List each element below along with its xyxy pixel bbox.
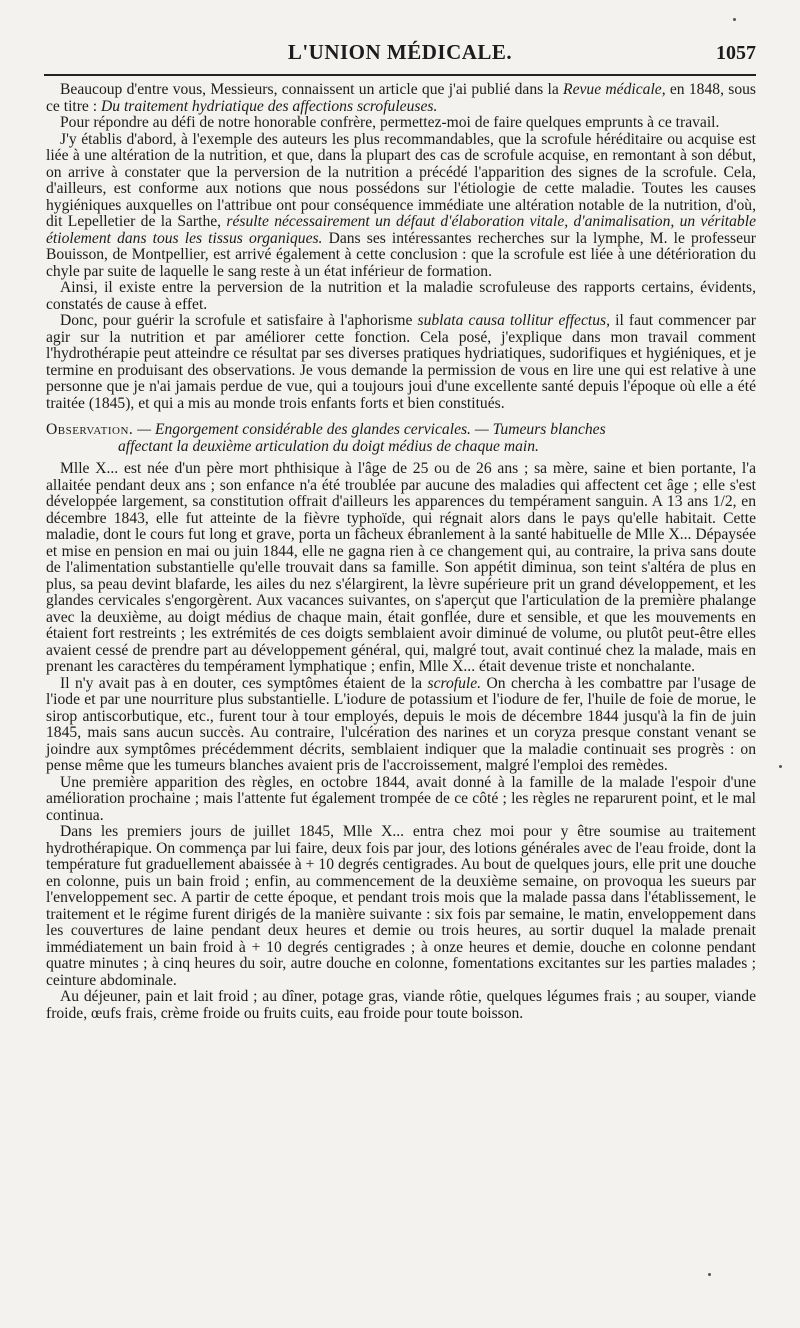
paragraph <box>46 676 756 775</box>
article-body <box>46 82 756 1022</box>
observation-label: Observation. <box>46 421 134 438</box>
text-run: il faut commencer par agir sur la nutrition et par améliorer cette fonction. Cela posé, j'explique dans mon travail comment l'hydrothérapie peut atteindre ce résultat par ses diverses pratiques hydriatiques, sudorifiques et hygiéniques, et je termine en produisant des observations. Je vous demande la permission de vous en lire une qui est relative à une personne que je n'ai jamais perdue de vue, qui a toujours joui d'une excellente santé depuis l'époque où elle a été traitée (1845), et qui a mis au monde trois enfants forts et bien constitués. <box>46 312 756 412</box>
article-title: Du traitement hydriatique des affections scrofuleuses. <box>100 97 438 115</box>
paragraph <box>46 313 756 412</box>
observation-title: — Engorgement considérable des glandes cervicales. — Tumeurs blanches <box>133 421 606 438</box>
observation-heading-line <box>46 439 756 456</box>
text-run: Donc, pour guérir la scrofule et satisfaire à l'aphorisme <box>60 312 418 329</box>
page-header <box>44 36 756 72</box>
quotation: résulte nécessairement un défaut d'élaboration vitale, d'animalisation, un véritable étiolement dans tous les tissus organiques. <box>46 213 756 247</box>
print-speck <box>708 1273 711 1276</box>
observation-heading <box>46 422 756 455</box>
diagnosis: scrofule. <box>427 674 482 692</box>
text-run: Beaucoup d'entre vous, Messieurs, connaissent un article que j'ai publié dans la <box>60 81 564 98</box>
page-number: 1057 <box>716 42 756 64</box>
text-run: , en 1848, sous ce titre : <box>46 81 756 115</box>
paragraph: Mlle X... est née d'un père mort phthisique à l'âge de 25 ou de 26 ans ; sa mère, saine et bien portante, l'a allaitée pendant deux ans ; son enfance n'a été troublée par aucune des maladies qui affectent cet âge ; elle s'est développée largement, sa constitution offrait d'ailleurs les apparences du tempérament sanguin. A 13 ans 1/2, en décembre 1843, elle fut atteinte de la fièvre typhoïde, qui régnait alors dans le pays qu'elle habitait. Cette maladie, dont le cours fut long et grave, porta un fâcheux ébranlement à la santé habituelle de Mlle X... Dépaysée et mise en pension en mai ou juin 1844, elle ne gagna rien à ce changement qui, au contraire, la priva sans doute de l'alimentation substantielle qu'elle trouvait dans sa famille. Son appétit diminua, son teint s'altéra de plus en plus, sa peau devint blafarde, les ailes du nez s'élargirent, la lèvre supérieure prit un grand développement, et les glandes cervicales s'engorgèrent. Aux vacances suivantes, on s'aperçut que l'articulation de la première phalange avec la deuxième, au doigt médius de chaque main, était gonflée, dure et sensible, et que les mouvements en étaient fort restreints ; les extrémités de ces doigts semblaient avoir diminué de volume, ou plutôt peut-être elles avaient cessé de prendre part au développement général, qui, malgré tout, avait continué chez la malade, mais en prenant les caractères du tempérament lymphatique ; enfin, Mlle X... était devenue triste et nonchalante. <box>46 460 756 675</box>
observation-title-cont: affectant la deuxième articulation du doigt médius de chaque main. <box>118 437 539 455</box>
paragraph: Une première apparition des règles, en octobre 1844, avait donné à la famille de la malade l'espoir d'une amélioration prochaine ; mais l'attente fut également trompée de ce côté ; les règles ne reparurent point, et le mal continua. <box>46 773 756 824</box>
aphorism: sublata causa tollitur effectus, <box>417 312 610 329</box>
paragraph: Ainsi, il existe entre la perversion de la nutrition et la maladie scrofuleuse des rapports certains, évidents, constatés de cause à effet. <box>46 279 756 313</box>
observation-heading-line <box>46 422 756 439</box>
text-run: J'y établis d'abord, à l'exemple des auteurs les plus recommandables, que la scrofule héréditaire ou acquise est liée à une altération de la nutrition, et que, dans la plupart des cas de scrofule acquise, en remontant à son début, on arrive à constater que la perversion de la nutrition a précédé l'apparition des signes de la scrofule. Cela, d'ailleurs, est conforme aux notions que nous possédons sur l'étiologie de cette maladie. Toutes les causes hygiéniques auxquelles on l'attribue ont pour conséquence immédiate une altération notable de la nutrition, d'où, dit Lepelletier de la Sarthe, <box>46 130 756 230</box>
text-run: Il n'y avait pas à en douter, ces symptômes étaient de la <box>60 674 428 692</box>
print-speck <box>779 765 782 768</box>
journal-title: Revue médicale <box>563 81 662 98</box>
running-title: L'UNION MÉDICALE. <box>287 40 513 64</box>
paragraph <box>46 132 756 281</box>
header-rule <box>44 74 756 76</box>
paragraph: Au déjeuner, pain et lait froid ; au dîner, potage gras, viande rôtie, quelques légumes frais ; au souper, viande froide, œufs frais, crème froide ou fruits cuits, eau froide pour toute boisson. <box>46 988 756 1022</box>
paragraph <box>46 82 756 115</box>
print-speck <box>733 18 736 21</box>
paragraph: Pour répondre au défi de notre honorable confrère, permettez-moi de faire quelques emprunts à ce travail. <box>60 114 720 131</box>
text-run: Dans ses intéressantes recherches sur la lymphe, M. le professeur Bouisson, de Montpellier, est arrivé également à cette conclusion : que la scrofule est liée à une détérioration du chyle par suite de laquelle le sang reste à un état inférieur de formation. <box>46 229 756 280</box>
text-run: On chercha à les combattre par l'usage de l'iode et par une nourriture plus substantielle. L'iodure de potassium et l'iodure de fer, l'huile de foie de morue, le sirop antiscorbutique, etc., furent tour à tour employés, depuis le mois de décembre 1844 jusqu'à la fin de juin 1845, mais sans aucun succès. Au contraire, l'ulcération des narines et un coryza presque constant venant se joindre aux symptômes précédemment décrits, semblaient indiquer que la maladie continuait ses progrès : on pense même que les tumeurs blanches avaient pris de l'accroissement, malgré l'emploi des remèdes. <box>46 674 756 774</box>
paragraph: Dans les premiers jours de juillet 1845, Mlle X... entra chez moi pour y être soumise au traitement hydrothérapique. On commença par lui faire, deux fois par jour, des lotions générales avec de l'eau froide, dont la température fut graduellement abaissée à + 10 degrés centigrades. Au bout de quelques jours, elle prit une douche en colonne, puis un bain froid ; enfin, au commencement de la deuxième semaine, on provoqua les sueurs par l'enveloppement sec. A partir de cette époque, et pendant trois mois que la malade passa dans l'établissement, le traitement et le régime furent dirigés de la manière suivante : six fois par semaine, le matin, enveloppement dans les couvertures de laine pendant deux heures et demie ou trois heures, au sortir duquel la malade prenait immédiatement un bain froid à + 10 degrés centigrades ; à onze heures et demie, douche en colonne pendant quatre minutes ; à cinq heures du soir, autre douche en colonne, fomentations excitantes sur les parties malades ; ceinture abdominale. <box>46 823 756 989</box>
